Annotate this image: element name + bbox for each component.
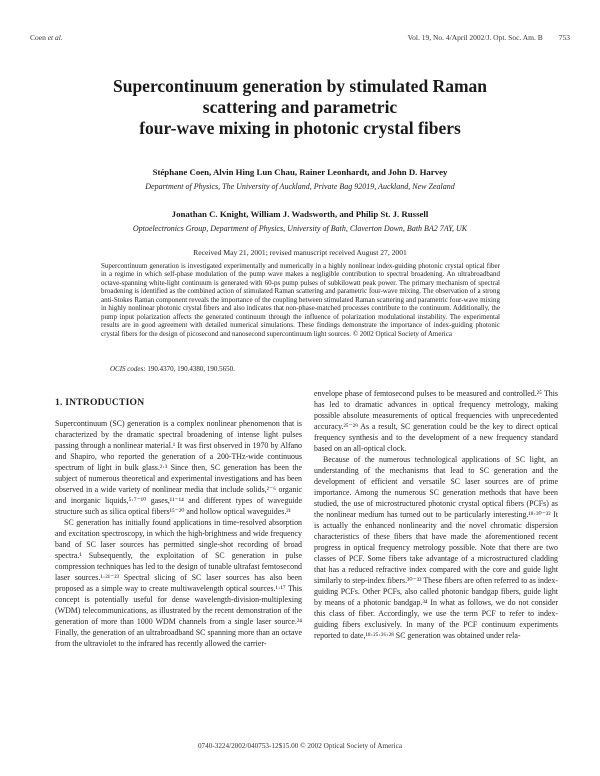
received-dates: Received May 21, 2001; revised manuscript received August 27, 2001 (193, 248, 407, 257)
right-column (314, 388, 558, 641)
ocis-label: OCIS codes: (110, 365, 146, 373)
header-journal: Vol. 19, No. 4/April 2002/J. Opt. Soc. Am. B (407, 33, 543, 42)
abstract: Supercontinuum generation is investigated experimentally and numerically in a highly nonlinear index-guiding photonic crystal optical fiber in a regime in which self-phase modulation of the pump wave makes a negligible contribution to spectral broadening. An ultrabroadband octave-spanning white-light continuum is generated with 60-ps pump pulses of subkilowatt peak power. The primary mechanism of spectral broadening is identified as the combined action of stimulated Raman scattering and parametric four-wave mixing. The observation of a strong anti-Stokes Raman component reveals the importance of the coupling between stimulated Raman scattering and parametric four-wave mixing in highly nonlinear photonic crystal fibers and also indicates that non-phase-matched processes contribute to the continuum. Additionally, the pump input polarization affects the generated continuum through the influence of polarization modulational instability. The experimental results are in good agreement with detailed numerical simulations. These findings demonstrate the importance of index-guiding photonic crystal fibers for the design of picosecond and nanosecond supercontinuum light sources. © 2002 Optical Society of America (101, 262, 500, 338)
affiliation-1: Department of Physics, The University of Auckland, Private Bag 92019, Auckland, New Zealand (145, 182, 455, 191)
page-footer: 0740-3224/2002/040753-12$15.00 © 2002 Optical Society of America (197, 742, 403, 750)
title-line-2: scattering and parametric (202, 97, 398, 117)
intro-paragraph-1: Supercontinuum (SC) generation is a complex nonlinear phenomenon that is characterized by the dramatic spectral broadening of intense light pulses passing through a nonlinear material.¹ It was first observed in 1970 by Alfano and Shapiro, who reported the generation of a 200-THz-wide continuous spectrum of light in bulk glass.²·³ Since then, SC generation has been the subject of numerous theoretical and experimental investigations and has been observed in a wide variety of nonlinear media that include solids,²⁻⁶ organic and inorganic liquids,⁵·⁷⁻¹⁰ gases,¹¹⁻¹⁴ and different types of waveguide structure such as silica optical fibers¹⁵⁻²⁰ and hollow optical waveguides.²¹ (55, 419, 302, 516)
title-line-3: four-wave mixing in photonic crystal fibers (139, 118, 461, 138)
intro-paragraph-4: Because of the numerous technological applications of SC light, an understanding of the mechanisms that lead to SC generation and the development of efficient and versatile SC laser sources are of prime importance. Among the numerous SC generation methods that have been studied, the use of microstructured photonic crystal optical fibers (PCFs) as the nonlinear medium has turned out to be particularly interesting.¹⁸·³⁰⁻³² It is actually the enhanced nonlinearity and the novel chromatic dispersion characteristics of these fibers that have made the aforementioned recent progress in optical frequency metrology possible. Note that there are two classes of PCF. Some fibers take advantage of a microstructured cladding that has a reduced refractive index compared with the core and guide light similarly to step-index fibers.³⁰⁻³³ These fibers are often referred to as index-guiding PCFs. Other PCFs, also called photonic bandgap fibers, guide light by means of a photonic bandgap.³⁴ In what as follows, we do not consider this class of fiber. Accordingly, we use the term PCF to refer to index-guiding fibers exclusively. In many of the PCF continuum experiments reported to date,¹⁸·²⁵·²⁶·²⁸ SC generation was obtained under rela- (314, 455, 558, 640)
header-et-al: et al. (47, 33, 63, 42)
ocis-codes (110, 365, 235, 373)
intro-paragraph-3: envelope phase of femtosecond pulses to be measured and controlled.²⁵ This has led to dramatic advances in optical frequency metrology, making possible absolute measurements of optical frequencies with unprecedented accuracy.²⁵⁻²⁹ As a result, SC generation could be the key to direct optical frequency synthesis and to the development of a new frequency standard based on an all-optical clock. (314, 389, 558, 453)
author-list-1: Stéphane Coen, Alvin Hing Lun Chau, Rainer Leonhardt, and John D. Harvey (152, 167, 448, 177)
ocis-values: 190.4370, 190.4380, 190.5650. (147, 365, 235, 373)
header-author (30, 33, 63, 42)
header-author-name: Coen (30, 33, 46, 42)
header-page-number: 753 (558, 33, 570, 42)
affiliation-2: Optoelectronics Group, Department of Physics, University of Bath, Claverton Down, Bath BA2 7AY, UK (132, 224, 468, 233)
section-heading: 1. INTRODUCTION (55, 397, 145, 408)
intro-paragraph-2: SC generation has initially found applications in time-resolved absorption and excitation spectroscopy, in which the high-brightness and wide frequency band of SC laser sources has permitted single-shot recording of broad spectra.¹ Subsequently, the exploitation of SC generation in pulse compression techniques has led to the design of tunable ultrafast femtosecond laser sources.¹·²¹⁻²³ Spectral slicing of SC laser sources has also been proposed as a simple way to create multiwavelength optical sources.¹·¹⁷ This concept is potentially useful for dense wavelength-division-multiplexing (WDM) telecommunications, as illustrated by the recent demonstration of the generation of more than 1000 WDM channels from a single laser source.²⁴ Finally, the generation of an ultrabroadband SC spanning more than an octave from the ultraviolet to the infrared has recently allowed the carrier- (55, 518, 302, 648)
left-column (55, 388, 302, 649)
header-journal-info (408, 33, 570, 42)
title-line-1: Supercontinuum generation by stimulated Raman (112, 76, 488, 96)
author-list-2: Jonathan C. Knight, William J. Wadsworth, and Philip St. J. Russell (171, 209, 429, 219)
article-title (40, 76, 560, 139)
